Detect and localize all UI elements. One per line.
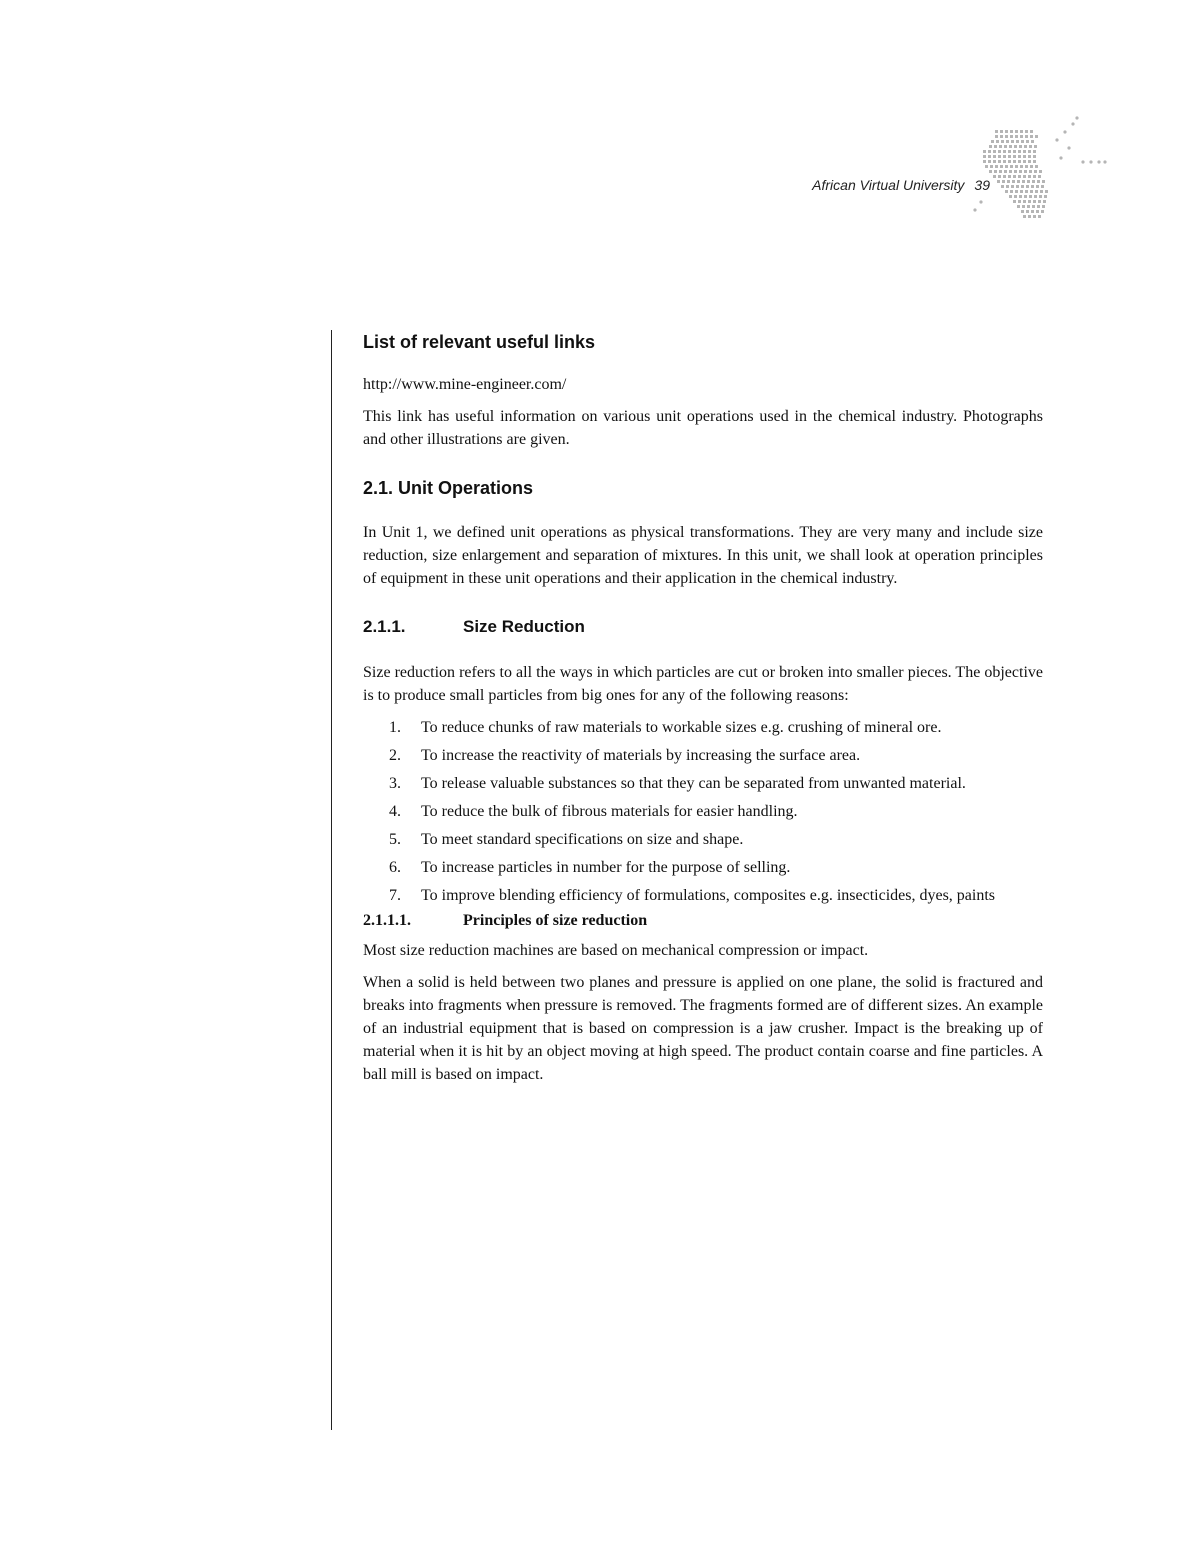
list-item: 7. To improve blending efficiency of formulations, composites e.g. insecticides, dyes, paints	[389, 887, 996, 904]
link-description: This link has useful information on various unit operations used in the chemical industry. Photographs and other illustrations are given.	[363, 408, 1043, 448]
section-2-1-paragraph: In Unit 1, we defined unit operations as physical transformations. They are very many and include size reduction, size enlargement and separation of mixtures. In this unit, we shall look at operation principles of equipment in these unit operations and their application in the chemical industry.	[363, 524, 1043, 587]
links-heading: List of relevant useful links	[363, 332, 596, 352]
running-header	[700, 177, 990, 193]
section-2-1-heading: 2.1. Unit Operations	[363, 478, 534, 498]
list-item: 3. To release valuable substances so that they can be separated from unwanted material.	[389, 775, 966, 792]
section-number: 2.1.1.1.	[363, 912, 411, 929]
section-title: Size Reduction	[463, 617, 585, 636]
page-content	[363, 328, 1043, 1086]
section-2-1-1-paragraph: Size reduction refers to all the ways in which particles are cut or broken into smaller pieces. The objective is to produce small particles from big ones for any of the following reasons:	[363, 664, 1043, 704]
page-number: 39	[974, 177, 990, 193]
list-item: 4. To reduce the bulk of fibrous materials for easier handling.	[389, 803, 798, 820]
dotted-logo-icon	[965, 100, 1110, 245]
section-title: Principles of size reduction	[463, 912, 648, 929]
reasons-list	[363, 716, 1043, 907]
section-2-1-1-heading	[363, 617, 1043, 637]
link-url[interactable]: http://www.mine-engineer.com/	[363, 376, 567, 393]
principles-paragraph-2: When a solid is held between two planes and pressure is applied on one plane, the solid is fractured and breaks into fragments when pressure is removed. The fragments formed are of different sizes. An example of an industrial equipment that is based on compression is a jaw crusher. Impact is the breaking up of material when it is hit by an object moving at high speed. The product contain coarse and fine particles. A ball mill is based on impact.	[363, 974, 1043, 1083]
section-2-1-1-1-heading	[363, 912, 1043, 930]
institution-name: African Virtual University	[812, 177, 965, 193]
list-item: 1. To reduce chunks of raw materials to workable sizes e.g. crushing of mineral ore.	[389, 719, 942, 736]
section-number: 2.1.1.	[363, 617, 406, 636]
list-item: 2. To increase the reactivity of materials by increasing the surface area.	[389, 747, 861, 764]
margin-rule	[331, 330, 332, 1430]
list-item: 5. To meet standard specifications on size and shape.	[389, 831, 744, 848]
list-item: 6. To increase particles in number for the purpose of selling.	[389, 859, 791, 876]
principles-paragraph-1: Most size reduction machines are based on mechanical compression or impact.	[363, 942, 869, 959]
